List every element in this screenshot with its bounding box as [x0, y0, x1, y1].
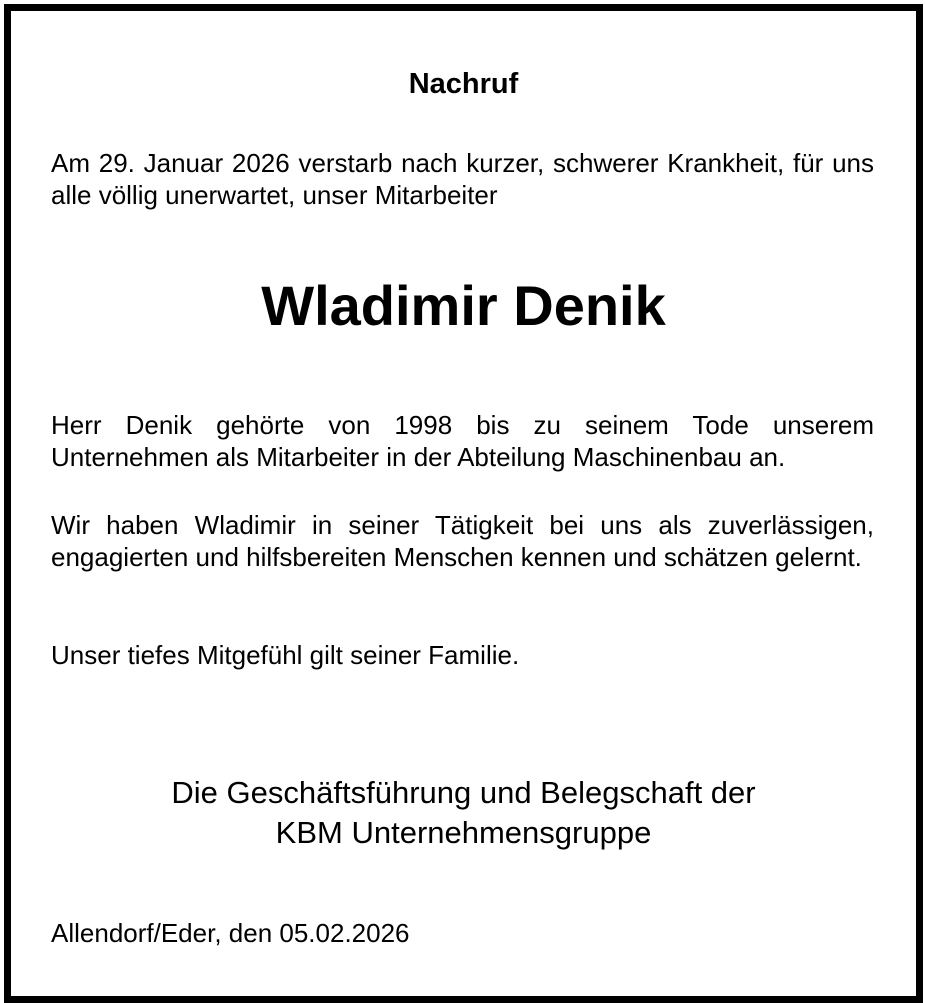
- notice-heading: Nachruf: [408, 68, 519, 100]
- obituary-frame: [4, 4, 923, 1003]
- place-and-date: Allendorf/Eder, den 05.02.2026: [51, 918, 410, 948]
- intro-paragraph: Am 29. Januar 2026 verstarb nach kurzer, schwerer Krankheit, für uns alle völlig unerwartet, unser Mitarbeiter: [51, 148, 874, 210]
- employment-paragraph: Herr Denik gehörte von 1998 bis zu seinem Tode unserem Unternehmen als Mitarbeiter in der Abteilung Maschinenbau an.: [51, 410, 874, 472]
- sender-block: [11, 773, 916, 853]
- deceased-name: Wladimir Denik: [261, 274, 666, 337]
- sender-line-2: KBM Unternehmensgruppe: [275, 815, 652, 850]
- condolence-paragraph: Unser tiefes Mitgefühl gilt seiner Familie.: [51, 640, 520, 670]
- sender-line-1: Die Geschäftsführung und Belegschaft der: [171, 775, 756, 810]
- character-paragraph: Wir haben Wladimir in seiner Tätigkeit bei uns als zuverlässigen, engagierten und hilfsbereiten Menschen kennen und schätzen gelernt.: [51, 510, 874, 572]
